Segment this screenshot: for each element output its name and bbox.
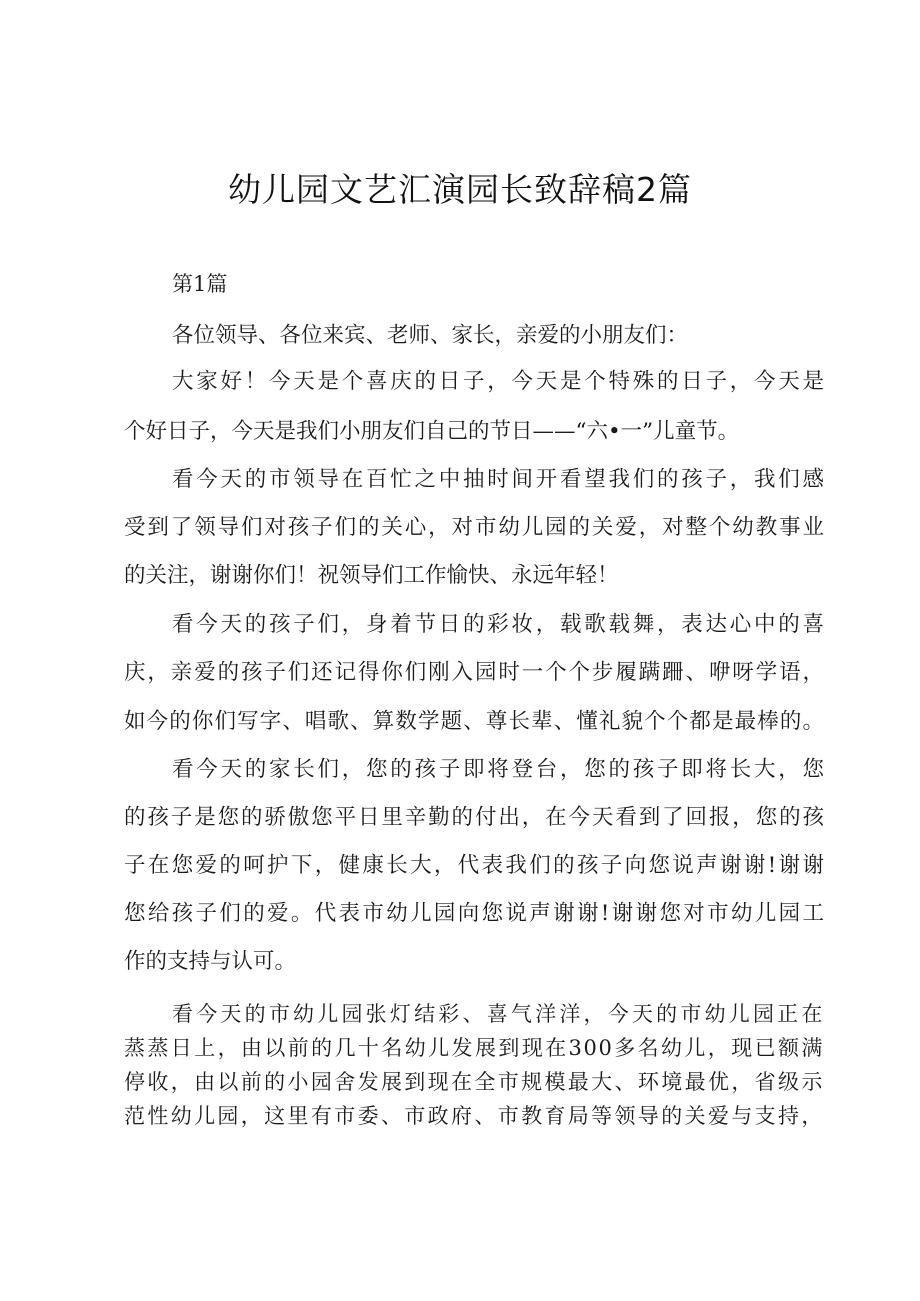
paragraph-line: 作的支持与认可。 — [124, 949, 297, 974]
paragraph-line: 看今天的家长们，您的孩子即将登台，您的孩子即将长大，您 — [172, 757, 824, 782]
paragraph-line: 个好日子，今天是我们小朋友们自己的节日——“六•一”儿童节。 — [124, 419, 740, 444]
paragraph-line: 受到了领导们对孩子们的关心，对市幼儿园的关爱，对整个幼教事业 — [124, 515, 824, 540]
paragraph-line: 范性幼儿园，这里有市委、市政府、市教育局等领导的关爱与支持， — [124, 1104, 824, 1128]
paragraph-line: 各位领导、各位来宾、老师、家长，亲爱的小朋友们： — [172, 323, 689, 348]
section-label: 第1篇 — [172, 272, 228, 296]
paragraph-line: 看今天的孩子们，身着节日的彩妆，载歌载舞，表达心中的喜 — [172, 612, 824, 637]
paragraph-line: 的关注，谢谢你们！祝领导们工作愉快、永远年轻！ — [124, 563, 619, 588]
paragraph-line: 您给孩子们的爱。代表市幼儿园向您说声谢谢!谢谢您对市幼儿园工 — [124, 901, 824, 926]
paragraph-line: 大家好！今天是个喜庆的日子，今天是个特殊的日子，今天是 — [172, 369, 824, 394]
paragraph-line: 停收，由以前的小园舍发展到现在全市规模最大、环境最优，省级示 — [124, 1070, 824, 1094]
paragraph-line: 子在您爱的呵护下，健康长大，代表我们的孩子向您说声谢谢!谢谢 — [124, 853, 824, 878]
paragraph-line: 蒸蒸日上，由以前的几十名幼儿发展到现在300多名幼儿，现已额满 — [124, 1036, 824, 1060]
document-title: 幼儿园文艺汇演园长致辞稿2篇 — [228, 170, 692, 209]
paragraph-line: 看今天的市幼儿园张灯结彩、喜气洋洋，今天的市幼儿园正在 — [172, 1002, 824, 1026]
paragraph-line: 如今的你们写字、唱歌、算数学题、尊长辈、懂礼貌个个都是最棒的。 — [124, 709, 824, 734]
paragraph-line: 庆，亲爱的孩子们还记得你们刚入园时一个个步履蹒跚、咿呀学语， — [124, 660, 824, 685]
paragraph-line: 的孩子是您的骄傲您平日里辛勤的付出，在今天看到了回报，您的孩 — [124, 805, 824, 830]
paragraph-line: 看今天的市领导在百忙之中抽时间开看望我们的孩子，我们感 — [172, 467, 824, 492]
